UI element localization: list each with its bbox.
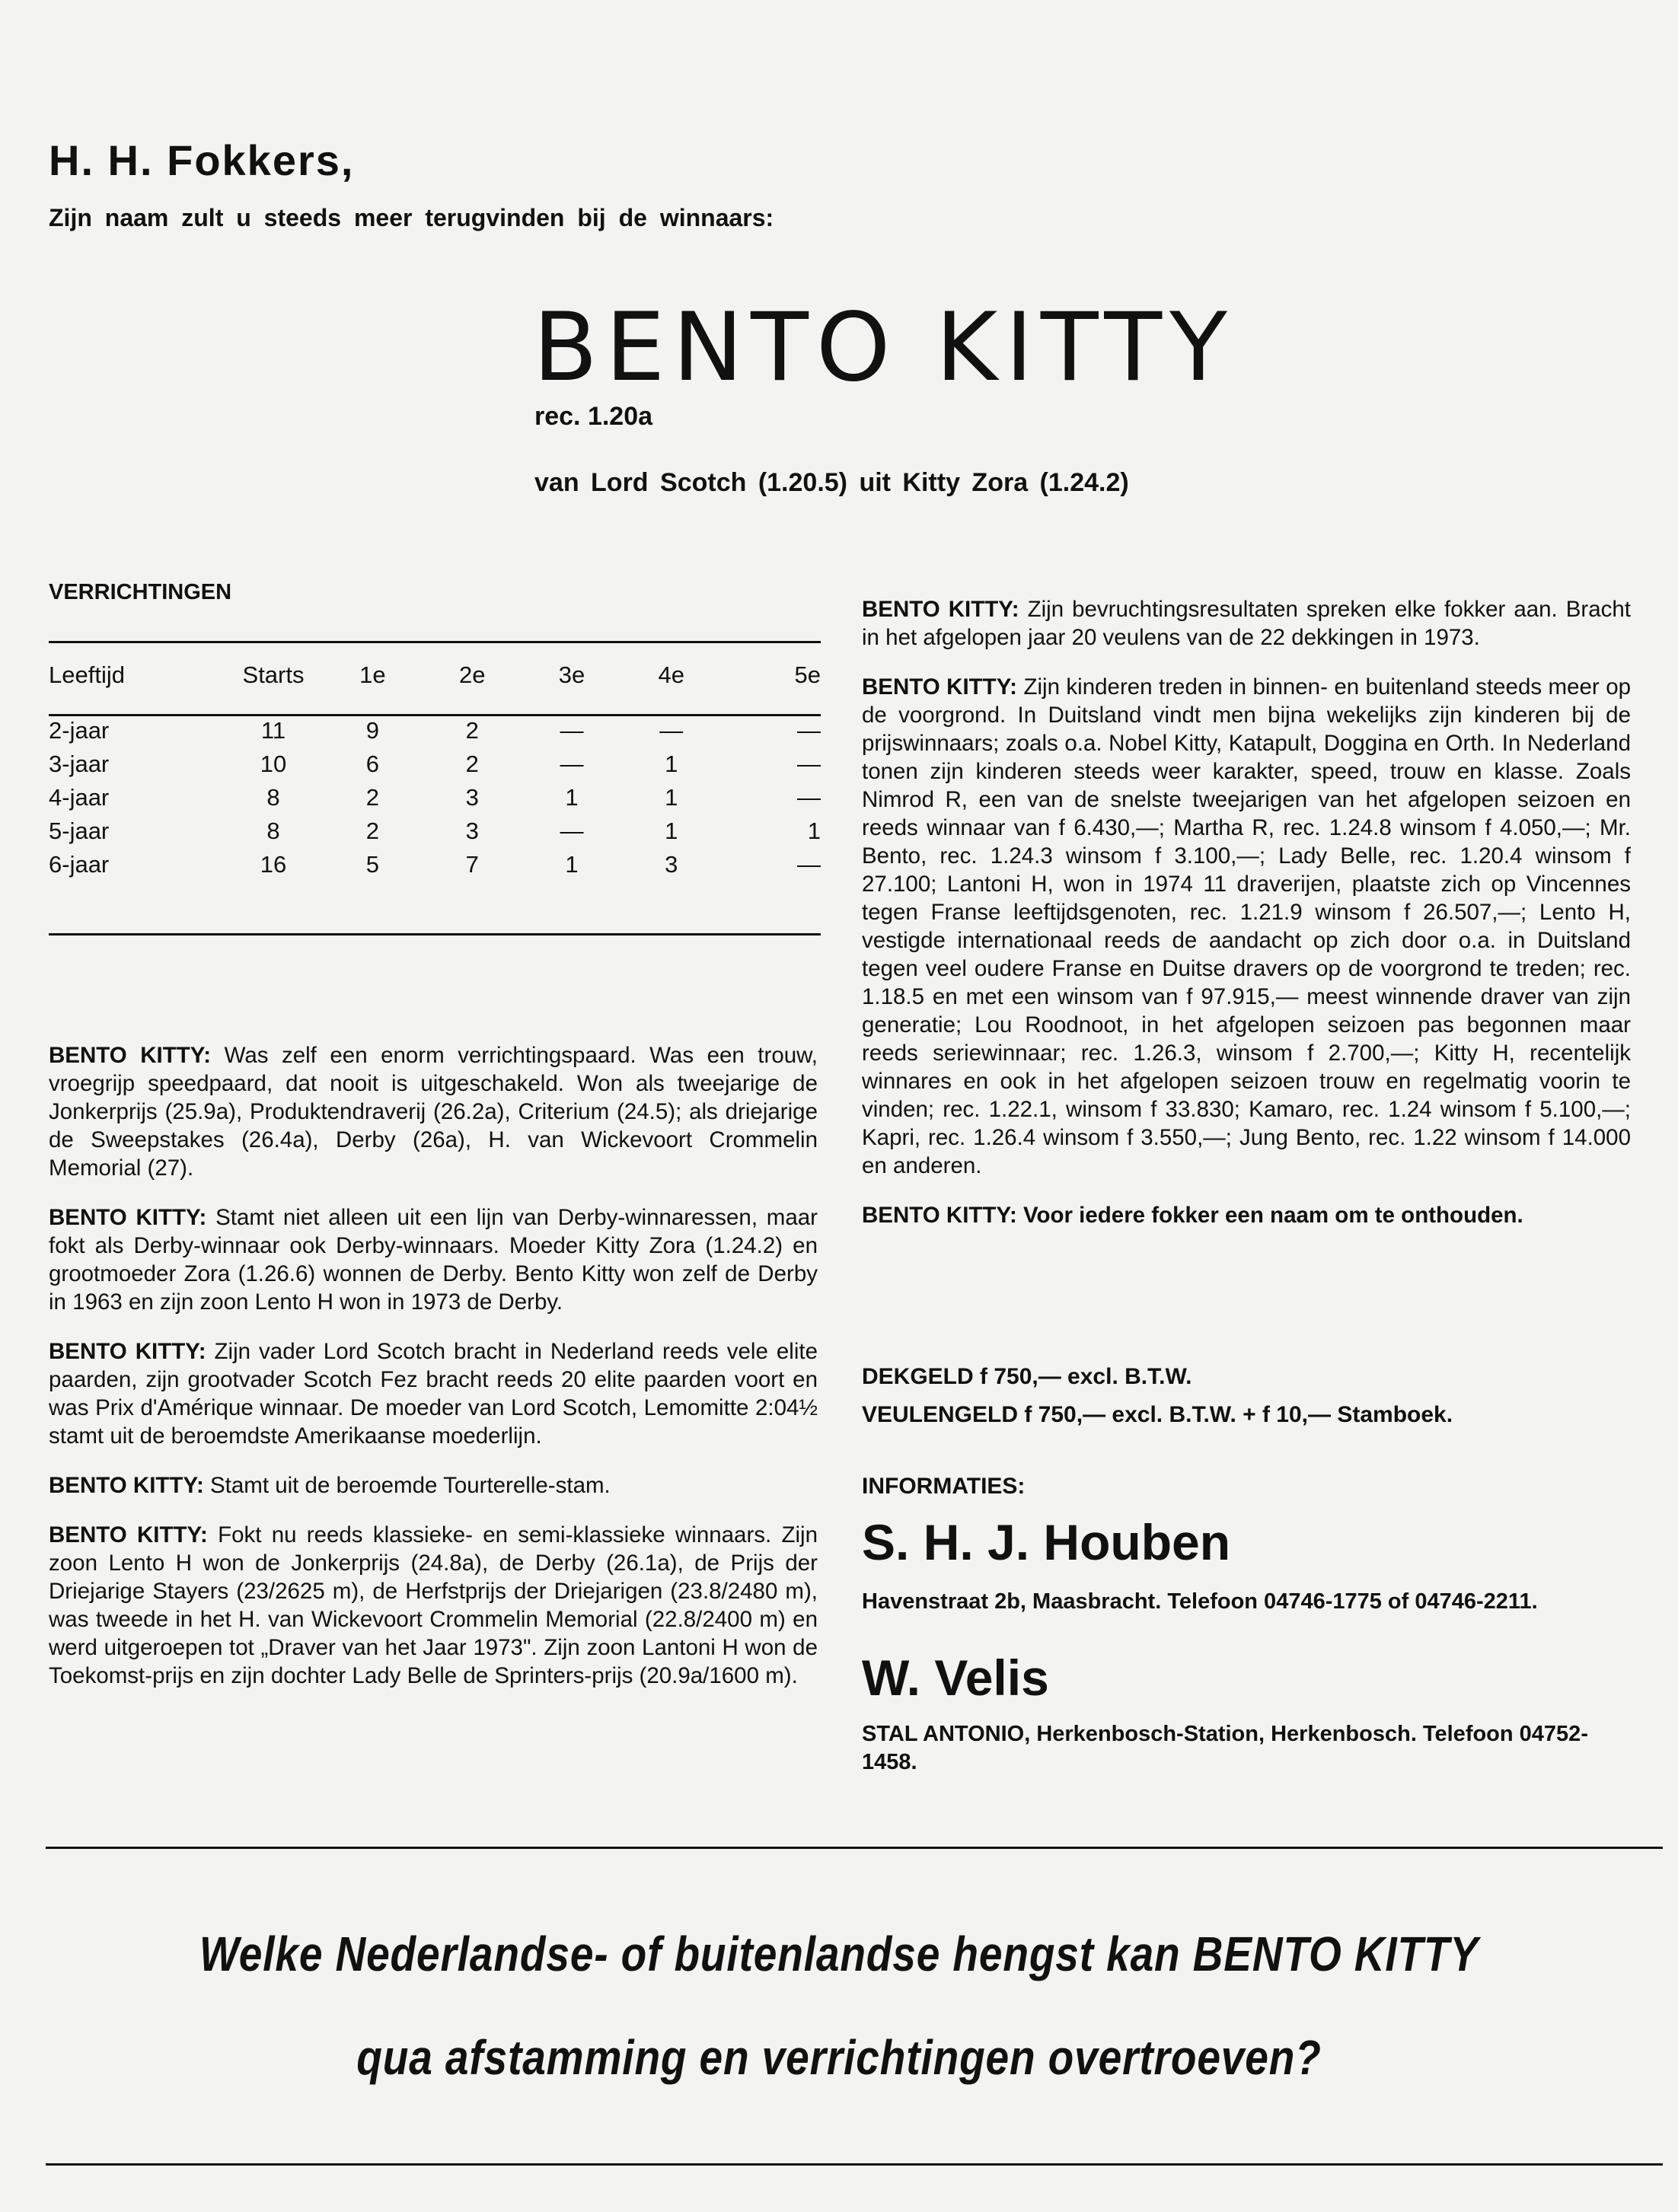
column-header: Leeftijd xyxy=(49,661,125,688)
table-cell: 3 xyxy=(465,818,479,844)
horse-pedigree: van Lord Scotch (1.20.5) uit Kitty Zora (1.24.2) xyxy=(534,468,1129,497)
table-cell: 1 xyxy=(565,784,579,811)
table-cell: 2-jaar xyxy=(49,717,110,744)
table-top-rule xyxy=(49,641,821,643)
column-header: 2e xyxy=(458,661,486,688)
table-cell: 3 xyxy=(465,784,479,811)
contact-address: Havenstraat 2b, Maasbracht. Telefoon 04746-1775 of 04746-2211. xyxy=(862,1589,1538,1614)
table-cell: 16 xyxy=(260,851,287,878)
table-cell: 1 xyxy=(807,818,821,844)
table-cell: 5-jaar xyxy=(49,818,110,844)
slogan-line: qua afstamming en verrichtingen overtroeven? xyxy=(356,2030,1322,2085)
table-cell: 2 xyxy=(465,717,479,744)
right-text-column xyxy=(862,595,1631,1251)
table-cell: — xyxy=(659,717,684,744)
table-cell: — xyxy=(560,818,584,844)
table-row xyxy=(49,694,821,747)
performance-table xyxy=(49,656,821,881)
table-cell: 6-jaar xyxy=(49,851,110,878)
paragraph: BENTO KITTY: Was zelf een enorm verrichtingspaard. Was een trouw, vroegrijp speedpaard, dat nooit is uitgeschakeld. Won als tweejarige de Jonkerprijs (25.9a), Produktendraverij (26.2a), Criterium (24.5); als driejarige de Sweepstakes (26.4a), Derby (26a), H. van Wickevoort Crommelin Memorial (27). xyxy=(49,1043,818,1181)
table-cell: — xyxy=(560,717,584,744)
table-cell: — xyxy=(797,717,821,744)
table-row xyxy=(49,814,821,848)
paragraph: BENTO KITTY: Stamt niet alleen uit een lijn van Derby-winnaressen, maar fokt als Derby-winnaar ook Derby-winnaars. Moeder Kitty Zora (1.24.2) en grootmoeder Zora (1.26.6) wonnen de Derby. Bento Kitty won zelf de Derby in 1963 en zijn zoon Lento H won in 1973 de Derby. xyxy=(49,1205,818,1315)
slogan-line: Welke Nederlandse- of buitenlandse hengst kan BENTO KITTY xyxy=(199,1927,1479,1981)
paragraph: BENTO KITTY: Zijn bevruchtingsresultaten spreken elke fokker aan. Bracht in het afgelopen jaar 20 veulens van de 22 dekkingen in 1973. xyxy=(862,597,1632,650)
table-cell: 7 xyxy=(465,851,479,878)
paragraph: BENTO KITTY: Fokt nu reeds klassieke- en semi-klassieke winnaars. Zijn zoon Lento H won de Jonkerprijs (24.8a), de Derby (26.1a), de Prijs der Driejarige Stayers (23/2625 m), de Herfstprijs der Driejarigen (23.8/2480 m), was tweede in het H. van Wickevoort Crommelin Memorial (22.8/2400 m) en werd uitgeroepen tot „Draver van het Jaar 1973". Zijn zoon Lantoni H won de Toekomst-prijs en zijn dochter Lady Belle de Sprinters-prijs (20.9a/1600 m). xyxy=(49,1522,818,1688)
table-cell: — xyxy=(797,784,821,811)
table-cell: — xyxy=(560,751,584,777)
column-header: Starts xyxy=(242,661,305,688)
table-cell: 3 xyxy=(665,851,678,878)
table-cell: 4-jaar xyxy=(49,784,110,811)
performance-title: VERRICHTINGEN xyxy=(49,580,232,604)
table-cell: 1 xyxy=(665,784,678,811)
table-cell: 9 xyxy=(365,717,380,744)
table-cell: 2 xyxy=(365,818,380,844)
horse-record: rec. 1.20a xyxy=(534,402,653,431)
divider xyxy=(46,1847,1663,1849)
table-cell: 11 xyxy=(260,717,286,744)
table-cell: 8 xyxy=(266,784,280,811)
stud-fee: DEKGELD f 750,— excl. B.T.W. xyxy=(862,1364,1192,1389)
table-cell: 3-jaar xyxy=(49,751,110,777)
table-cell: 1 xyxy=(665,751,678,777)
contact-name: W. Velis xyxy=(862,1649,1049,1706)
table-cell: 10 xyxy=(260,751,287,777)
column-header: 3e xyxy=(558,661,585,688)
foal-fee: VEULENGELD f 750,— excl. B.T.W. + f 10,— Stamboek. xyxy=(862,1402,1453,1427)
advertiser-title: H. H. Fokkers, xyxy=(49,136,355,184)
info-title: INFORMATIES: xyxy=(862,1474,1026,1499)
table-cell: — xyxy=(797,851,821,878)
table-cell: 1 xyxy=(565,851,579,878)
table-cell: 8 xyxy=(266,818,280,844)
paragraph: BENTO KITTY: Voor iedere fokker een naam om te onthouden. xyxy=(862,1203,1523,1228)
table-cell: 6 xyxy=(365,751,380,777)
table-row xyxy=(49,848,821,881)
table-cell: 5 xyxy=(365,851,380,878)
contact-address: STAL ANTONIO, Herkenbosch-Station, Herkenbosch. Telefoon 04752-1458. xyxy=(862,1722,1588,1774)
paragraph: BENTO KITTY: Stamt uit de beroemde Tourterelle-stam. xyxy=(49,1473,611,1498)
table-bottom-rule xyxy=(49,933,821,935)
table-cell: 2 xyxy=(365,784,380,811)
table-header-row xyxy=(49,656,821,694)
divider xyxy=(46,2163,1663,2166)
paragraph: BENTO KITTY: Zijn kinderen treden in binnen- en buitenland steeds meer op de voorgrond. In Duitsland vindt men bijna wekelijks zijn kinderen bij de prijswinnaars; zoals o.a. Nobel Kitty, Katapult, Doggina en Orth. In Nederland tonen zijn kinderen steeds weer karakter, speed, trouw en klasse. Zoals Nimrod R, een van de snelste tweejarigen van het afgelopen seizoen en reeds winnaar van f 6.430,—; Martha R, rec. 1.24.8 winsom f 4.050,—; Mr. Bento, rec. 1.24.3 winsom f 3.100,—; Lady Belle, rec. 1.20.4 winsom f 27.100; Lantoni H, won in 1974 11 draverijen, plaatste zich op Vincennes tegen Franse leeftijdsgenoten, rec. 1.21.9 winsom f 26.507,—; Lento H, vestigde internationaal reeds de aandacht op zich door o.a. in Duitsland tegen veel oudere Franse en Duitse dravers op de voorgrond te treden; rec. 1.18.5 en met een winsom van f 97.915,— meest winnende draver van zijn generatie; Lou Roodnoot, in het afgelopen seizoen pas begonnen maar reeds seriewinnaar; rec. 1.26.3, winsom f 2.700,—; Kitty H, recentelijk winnares en ook in het afgelopen seizoen trouw en regelmatig voorin te vinden; rec. 1.22.1, winsom f 33.830; Kamaro, rec. 1.24 winsom f 5.100,—; Kapri, rec. 1.26.4 winsom f 3.550,—; Jung Bento, rec. 1.22 winsom f 14.000 en anderen. xyxy=(862,674,1632,1178)
contact-name: S. H. J. Houben xyxy=(862,1514,1231,1570)
table-header-rule xyxy=(49,714,821,716)
paragraph: BENTO KITTY: Zijn vader Lord Scotch bracht in Nederland reeds vele elite paarden, zijn grootvader Scotch Fez bracht reeds 20 elite paarden voort en was Prix d'Amérique winnaar. De moeder van Lord Scotch, Lemomitte 2:04½ stamt uit de beroemdste Amerikaanse moederlijn. xyxy=(49,1339,818,1449)
header-subtitle: Zijn naam zult u steeds meer terugvinden bij de winnaars: xyxy=(49,204,774,231)
table-row xyxy=(49,747,821,781)
left-text-column xyxy=(49,1041,818,1711)
column-header: 5e xyxy=(794,661,821,688)
table-cell: 2 xyxy=(465,751,479,777)
column-header: 1e xyxy=(359,661,386,688)
column-header: 4e xyxy=(658,661,685,688)
horse-name: BENTO KITTY xyxy=(533,293,1235,403)
table-cell: — xyxy=(797,751,821,777)
table-cell: 1 xyxy=(665,818,678,844)
table-row xyxy=(49,781,821,814)
